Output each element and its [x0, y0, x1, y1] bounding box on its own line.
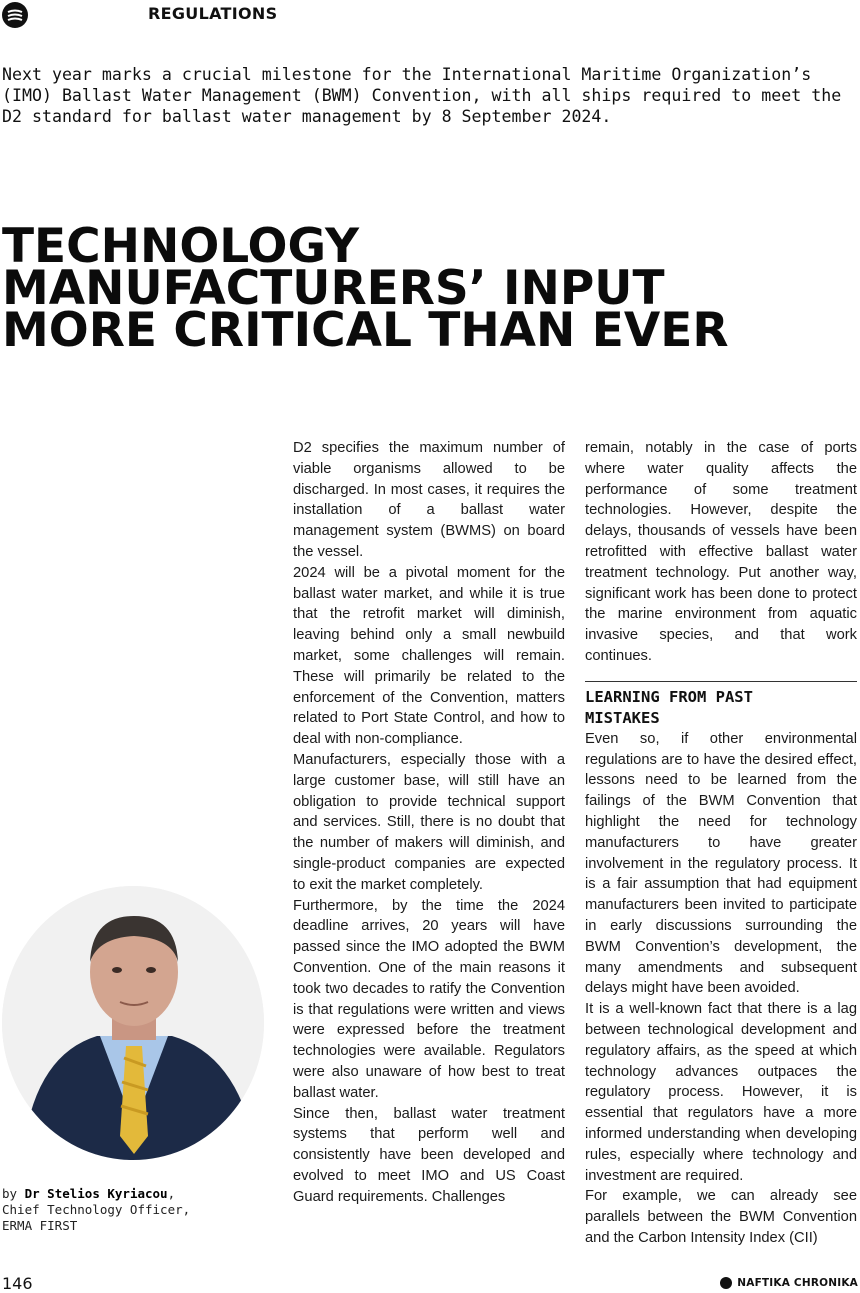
paragraph: It is a well-known fact that there is a lag between technological development and regulatory affairs, as the speed at which technology advances outpaces the regulatory process. However, it is essential that regulators have a more informed understanding when developing rules, especially where technology and investment are required. — [585, 1001, 857, 1184]
article-column-2 — [585, 438, 857, 1249]
author-byline: by Dr Stelios Kyriacou, Chief Technology Officer, ERMA FIRST — [2, 1186, 191, 1233]
headline-line: MANUFACTURERS’ INPUT — [2, 261, 665, 316]
paragraph: Manufacturers, especially those with a large customer base, will still have an obligation to provide technical support and services. Still, there is no doubt that the number of makers will diminish, and single-product companies are expected to exit the market completely. — [293, 751, 565, 893]
headline-line: MORE CRITICAL THAN EVER — [2, 303, 729, 358]
paragraph: remain, notably in the case of ports where water quality affects the performance of some treatment technologies. However, despite the delays, thousands of vessels have been retrofitted with effective ballast water treatment technology. Put another way, significant work has been done to protect the marine environment from aquatic invasive species, and that work continues. — [585, 440, 857, 664]
article-headline — [2, 219, 858, 358]
paragraph: D2 specifies the maximum number of viable organisms allowed to be discharged. In most cases, it requires the installation of a ballast water management system (BWMS) on board the vessel. — [293, 440, 565, 560]
wave-logo-icon — [720, 1277, 732, 1289]
subheading-line: MISTAKES — [585, 708, 660, 727]
author-company: ERMA FIRST — [2, 1218, 78, 1233]
publication-name: NAFTIKA CHRONIKA — [737, 1277, 858, 1289]
section-divider — [585, 681, 857, 682]
author-name: Dr Stelios Kyriacou — [24, 1186, 168, 1201]
page-number: 146 — [2, 1274, 33, 1293]
footer-brand — [720, 1276, 858, 1290]
author-photo — [2, 886, 264, 1160]
section-subheading — [585, 687, 857, 729]
wave-logo-icon — [2, 2, 28, 28]
author-role: Chief Technology Officer, — [2, 1202, 191, 1217]
paragraph: For example, we can already see parallels between the BWM Convention and the Carbon Intensity Index (CII) — [585, 1188, 857, 1246]
paragraph: 2024 will be a pivotal moment for the ballast water market, and while it is true that the retrofit market will diminish, leaving behind only a small newbuild market, some challenges will remain. These will primarily be related to the enforcement of the Convention, matters related to Port State Control, and how to deal with non-compliance. — [293, 564, 565, 748]
article-lede: Next year marks a crucial milestone for the International Maritime Organization’s (IMO) Ballast Water Management (BWM) Convention, with all ships required to meet the D2 standard for ballast water management by 8 September 2024. — [2, 65, 842, 126]
page-header — [0, 0, 860, 30]
section-label: REGULATIONS — [148, 4, 278, 23]
headline-line: TECHNOLOGY — [2, 219, 360, 274]
paragraph: Furthermore, by the time the 2024 deadline arrives, 20 years will have passed since the IMO adopted the BWM Convention. One of the main reasons it took two decades to ratify the Convention is that regulations were written and views were expressed before the treatment technologies were available. Regulators were also unaware of how best to treat ballast water. — [293, 897, 565, 1101]
byline-prefix: by — [2, 1186, 18, 1201]
paragraph: Since then, ballast water treatment systems that perform well and consistently have been developed and evolved to meet IMO and US Coast Guard requirements. Challenges — [293, 1105, 565, 1205]
paragraph: Even so, if other environmental regulations are to have the desired effect, lessons need to be learned from the failings of the BWM Convention that highlight the need for technology manufacturers to have greater involvement in the regulatory process. It is a fair assumption that had equipment manufacturers been invited to participate in early discussions surrounding the BWM Convention’s development, the many amendments and subsequent delays might have been avoided. — [585, 730, 857, 997]
article-column-1 — [293, 438, 565, 1207]
subheading-line: LEARNING FROM PAST — [585, 687, 753, 706]
